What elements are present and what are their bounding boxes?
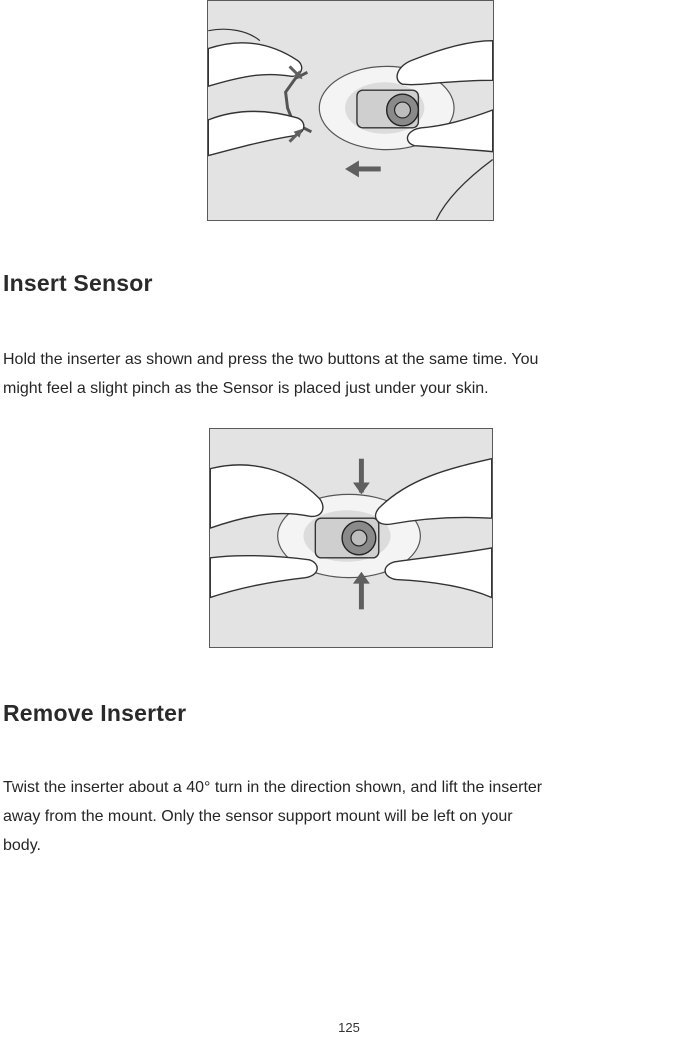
paragraph-line: Hold the inserter as shown and press the two buttons at the same time. You xyxy=(3,351,539,368)
left-hand-upper-fingers xyxy=(208,43,301,86)
left-hand-lower xyxy=(210,556,317,598)
direction-arrow-head xyxy=(345,161,359,178)
illustration-hands-pressing-buttons xyxy=(210,429,492,647)
paragraph-remove-inserter xyxy=(3,773,698,860)
right-hand-wrist xyxy=(436,160,492,220)
paragraph-line: Twist the inserter about a 40° turn in the direction shown, and lift the inserter xyxy=(3,779,543,796)
inserter-dial-center xyxy=(395,102,411,118)
right-hand-upper xyxy=(376,459,492,525)
figure-insert-sensor-illustration xyxy=(209,428,493,648)
page-number: 125 xyxy=(338,1020,360,1035)
press-arrow-top-head xyxy=(353,483,370,495)
paragraph-line: away from the mount. Only the sensor support mount will be left on your xyxy=(3,808,513,825)
inserter-dial-center xyxy=(351,530,367,546)
left-hand-lower-fingers xyxy=(208,111,304,155)
figure-remove-clip-illustration xyxy=(207,0,494,221)
paragraph-line: body. xyxy=(3,837,41,854)
right-hand-upper-fingers xyxy=(397,41,493,85)
paragraph-line: might feel a slight pinch as the Sensor is placed just under your skin. xyxy=(3,380,489,397)
paragraph-insert-sensor xyxy=(3,345,698,403)
left-hand-outline xyxy=(208,29,260,40)
illustration-hands-inserter-clip xyxy=(208,1,493,220)
heading-remove-inserter: Remove Inserter xyxy=(3,700,187,726)
direction-arrow-shaft xyxy=(357,166,381,171)
heading-insert-sensor: Insert Sensor xyxy=(3,270,153,296)
